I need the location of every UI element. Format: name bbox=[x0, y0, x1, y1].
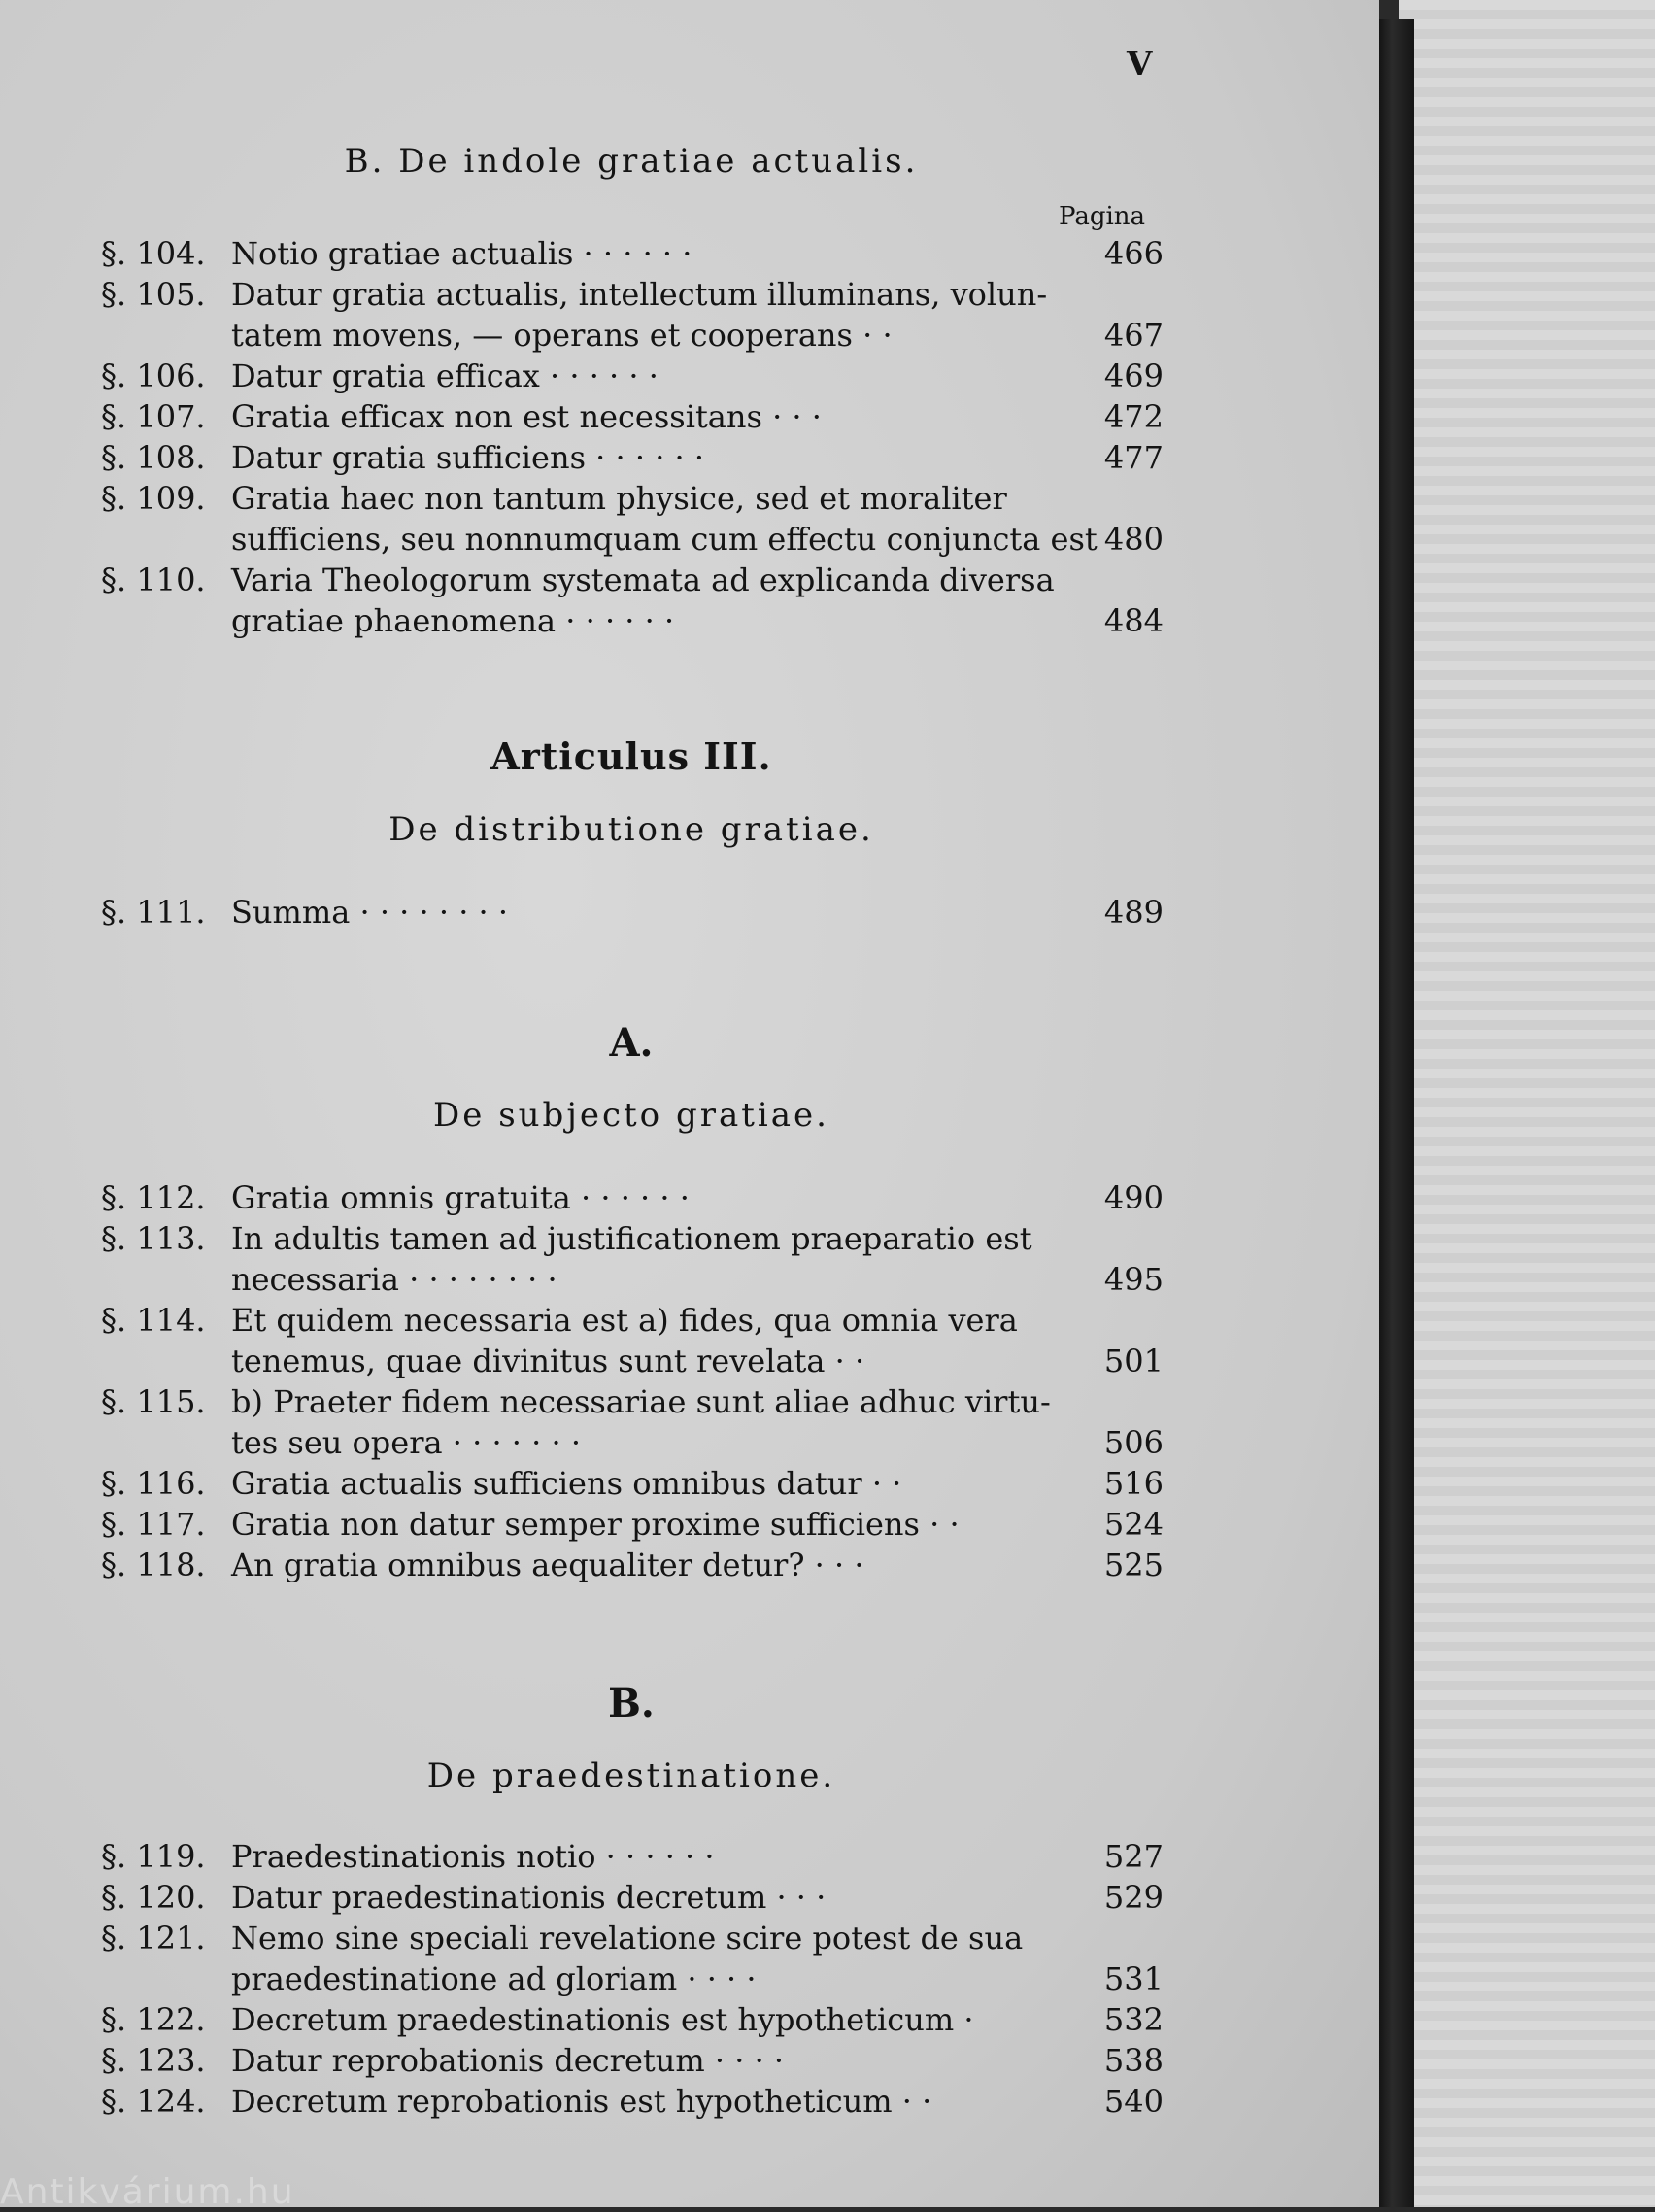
page-number: 480 bbox=[1103, 521, 1164, 558]
page-number: 489 bbox=[1103, 894, 1164, 931]
page-number: 467 bbox=[1103, 317, 1164, 354]
page-number: 501 bbox=[1103, 1343, 1164, 1379]
toc-entry-104 bbox=[101, 233, 1164, 274]
entry-title: Gratia efficax non est necessitans · · · bbox=[231, 398, 822, 435]
entry-title: Gratia omnis gratuita · · · · · · bbox=[231, 1179, 690, 1216]
page-number: 469 bbox=[1103, 357, 1164, 394]
entry-title: Et quidem necessaria est a) fides, qua omnia vera tenemus, quae divinitus sunt revelata · · bbox=[231, 1302, 1018, 1379]
section-number: §. 123. bbox=[101, 2042, 206, 2079]
toc-entry-112 bbox=[101, 1177, 1164, 1218]
section-number: §. 122. bbox=[101, 2001, 206, 2038]
entry-title: Summa · · · · · · · · bbox=[231, 894, 509, 931]
toc-entry-110 bbox=[101, 560, 1164, 641]
toc-entry-119 bbox=[101, 1836, 1164, 1877]
section-number: §. 110. bbox=[101, 562, 206, 598]
toc-entry-122 bbox=[101, 1999, 1164, 2040]
section-heading-indole: B. De indole gratiae actualis. bbox=[344, 142, 919, 181]
toc-entry-121 bbox=[101, 1918, 1164, 1999]
toc-entry-107 bbox=[101, 396, 1164, 437]
page-number: 516 bbox=[1103, 1465, 1164, 1502]
page-number: 466 bbox=[1103, 235, 1164, 272]
articulus-subtitle: De distributione gratiae. bbox=[388, 810, 874, 849]
page-folio: V bbox=[1127, 45, 1153, 84]
section-number: §. 112. bbox=[101, 1179, 206, 1216]
toc-entry-105 bbox=[101, 274, 1164, 356]
page-number: 490 bbox=[1103, 1179, 1164, 1216]
pagina-column-label: Pagina bbox=[1059, 202, 1146, 231]
page-number: 529 bbox=[1103, 1879, 1164, 1916]
section-number: §. 111. bbox=[101, 894, 206, 931]
section-heading-subjecto: De subjecto gratiae. bbox=[433, 1096, 829, 1135]
page-number: 527 bbox=[1103, 1838, 1164, 1875]
page-number: 484 bbox=[1103, 602, 1164, 639]
toc-entry-115 bbox=[101, 1381, 1164, 1463]
section-number: §. 119. bbox=[101, 1838, 206, 1875]
toc-entry-113 bbox=[101, 1218, 1164, 1300]
section-number: §. 108. bbox=[101, 439, 206, 476]
page-number: 472 bbox=[1103, 398, 1164, 435]
toc-entry-124 bbox=[101, 2081, 1164, 2122]
entry-title: Datur gratia actualis, intellectum illuminans, volun- tatem movens, — operans et cooperans · · bbox=[231, 276, 1048, 354]
page-number: 506 bbox=[1103, 1424, 1164, 1461]
entry-title: Gratia actualis sufficiens omnibus datur · · bbox=[231, 1465, 902, 1502]
page-number: 477 bbox=[1103, 439, 1164, 476]
toc-entry-120 bbox=[101, 1877, 1164, 1918]
section-number: §. 104. bbox=[101, 235, 206, 272]
entry-title: Notio gratiae actualis · · · · · · bbox=[231, 235, 692, 272]
toc-entry-106 bbox=[101, 356, 1164, 396]
section-number: §. 120. bbox=[101, 1879, 206, 1916]
entry-title: Decretum reprobationis est hypotheticum · · bbox=[231, 2083, 932, 2120]
articulus-title: Articulus III. bbox=[490, 734, 772, 778]
page-number: 540 bbox=[1103, 2083, 1164, 2120]
page-number: 532 bbox=[1103, 2001, 1164, 2038]
toc-entry-117 bbox=[101, 1504, 1164, 1545]
toc-entry-108 bbox=[101, 437, 1164, 478]
section-number: §. 107. bbox=[101, 398, 206, 435]
toc-entry-118 bbox=[101, 1545, 1164, 1585]
section-number: §. 114. bbox=[101, 1302, 206, 1339]
background-surface bbox=[1399, 0, 1655, 2207]
entry-title: An gratia omnibus aequaliter detur? · · · bbox=[231, 1547, 864, 1583]
section-number: §. 118. bbox=[101, 1547, 206, 1583]
page-number: 531 bbox=[1103, 1960, 1164, 1997]
toc-entry-109 bbox=[101, 478, 1164, 560]
section-letter-a: A. bbox=[609, 1020, 654, 1066]
toc-entry-111 bbox=[101, 892, 1164, 933]
entry-title: b) Praeter fidem necessariae sunt aliae adhuc virtu- tes seu opera · · · · · · · bbox=[231, 1383, 1051, 1461]
section-number: §. 116. bbox=[101, 1465, 206, 1502]
entry-title: Gratia non datur semper proxime sufficiens · · bbox=[231, 1506, 960, 1543]
entry-title: Datur gratia efficax · · · · · · bbox=[231, 357, 659, 394]
entry-title: Datur gratia sufficiens · · · · · · bbox=[231, 439, 705, 476]
section-letter-b: B. bbox=[608, 1681, 655, 1726]
entry-title: Varia Theologorum systemata ad explicanda diversa gratiae phaenomena · · · · · · bbox=[231, 562, 1055, 639]
section-number: §. 113. bbox=[101, 1220, 206, 1257]
entry-title: In adultis tamen ad justificationem praeparatio est necessaria · · · · · · · · bbox=[231, 1220, 1032, 1298]
entry-title: Nemo sine speciali revelatione scire potest de sua praedestinatione ad gloriam · · · · bbox=[231, 1920, 1024, 1997]
entry-title: Praedestinationis notio · · · · · · bbox=[231, 1838, 715, 1875]
section-number: §. 109. bbox=[101, 480, 206, 517]
watermark: Antikvárium.hu bbox=[0, 2172, 295, 2212]
section-number: §. 121. bbox=[101, 1920, 206, 1957]
toc-entry-114 bbox=[101, 1300, 1164, 1381]
toc-entry-123 bbox=[101, 2040, 1164, 2081]
section-number: §. 117. bbox=[101, 1506, 206, 1543]
page-number: 525 bbox=[1103, 1547, 1164, 1583]
page-number: 524 bbox=[1103, 1506, 1164, 1543]
section-number: §. 106. bbox=[101, 357, 206, 394]
entry-title: Datur praedestinationis decretum · · · bbox=[231, 1879, 827, 1916]
page-number: 538 bbox=[1103, 2042, 1164, 2079]
toc-entry-116 bbox=[101, 1463, 1164, 1504]
entry-title: Gratia haec non tantum physice, sed et moraliter sufficiens, seu nonnumquam cum effectu conjuncta est bbox=[231, 480, 1098, 558]
section-heading-praedestinatione: De praedestinatione. bbox=[426, 1756, 836, 1795]
entry-title: Decretum praedestinationis est hypotheticum · bbox=[231, 2001, 974, 2038]
entry-title: Datur reprobationis decretum · · · · bbox=[231, 2042, 785, 2079]
section-number: §. 105. bbox=[101, 276, 206, 313]
page-number: 495 bbox=[1103, 1261, 1164, 1298]
book-spine-edge bbox=[1377, 19, 1414, 2207]
section-number: §. 115. bbox=[101, 1383, 206, 1420]
section-number: §. 124. bbox=[101, 2083, 206, 2120]
